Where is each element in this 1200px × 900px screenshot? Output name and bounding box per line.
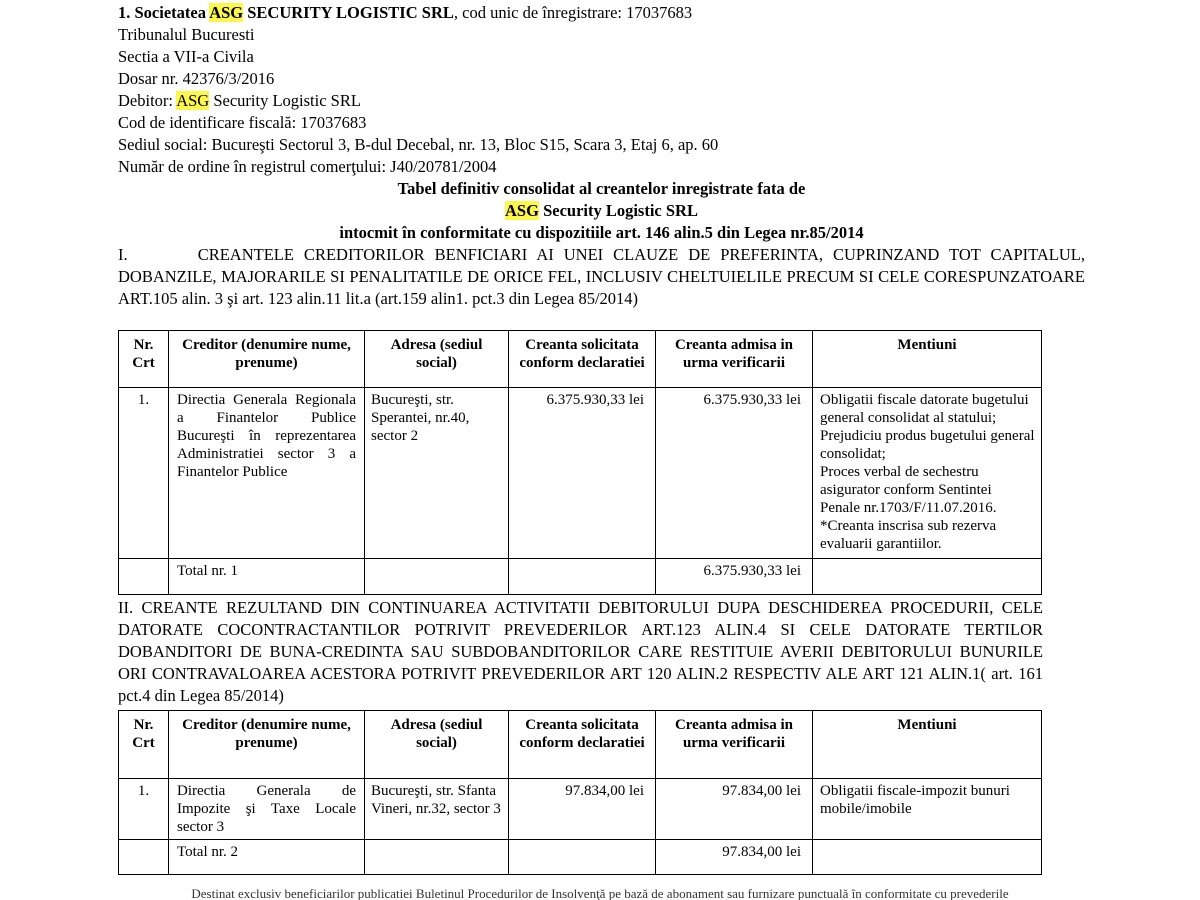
registered-office-line: Sediul social: Bucureşti Sectorul 3, B-dul Decebal, nr. 13, Bloc S15, Scara 3, Etaj 6, ap. 60: [118, 135, 719, 154]
table2-col-header-creditor: Creditor (denumire nume, prenume): [169, 711, 365, 779]
table2-total-empty-solicitata: [509, 840, 656, 875]
company-acronym-highlight: ASG: [209, 3, 244, 22]
claims-table-2: [118, 710, 1042, 875]
table1-col-header-solicitata: Creanta solicitata conform declaratiei: [509, 331, 656, 388]
table1-total-label-cell: Total nr. 1: [169, 559, 365, 595]
table2-row1-address-cell: Bucureşti, str. Sfanta Vineri, nr.32, sector 3: [365, 779, 509, 840]
table1-total-row: [119, 559, 1042, 595]
table2-total-label-cell: Total nr. 2: [169, 840, 365, 875]
table2-total-empty-mentiuni: [813, 840, 1042, 875]
section-civila-line: Sectia a VII-a Civila: [118, 47, 254, 66]
section-2-paragraph: II. CREANTE REZULTAND DIN CONTINUAREA ACTIVITATII DEBITORULUI DUPA DESCHIDEREA PROCEDURII, CELE DATORATE COCONTRACTANTILOR POTRIVIT PREVEDERILOR ART.123 ALIN.4 SI CELE DATORATE TERTILOR DOBANDITORI DE BUNA-CREDINTA SAU SUBDOBANDITORILOR CARE RESTITUIE AVERII DEBITORULUI BUNURILE ORI CONTRAVALOAREA ACESTORA POTRIVIT PREVEDERILOR ART 120 ALIN.2 RESPECTIV ALE ART 121 ALIN.1( art. 161 pct.4 din Legea 85/2014): [118, 598, 1043, 705]
table2-total-empty-adresa: [365, 840, 509, 875]
table1-row1-number-cell: 1.: [119, 388, 169, 559]
table2-row-1: [119, 779, 1042, 840]
table1-row1-creditor-cell: Directia Generala Regionala a Finantelor Publice Bucureşti în reprezentarea Administratiei sector 3 a Finantelor Publice: [169, 388, 365, 559]
table2-row1-admitted-amount-cell: 97.834,00 lei: [656, 779, 813, 840]
table2-row1-creditor-cell: Directia Generala de Impozite şi Taxe Locale sector 3: [169, 779, 365, 840]
table2-col-header-solicitata: Creanta solicitata conform declaratiei: [509, 711, 656, 779]
title-acronym-highlight: ASG: [505, 201, 539, 220]
table2-header-row: [119, 711, 1042, 779]
table2-col-header-adresa: Adresa (sediul social): [365, 711, 509, 779]
mention-item: Prejudiciu produs bugetului general consolidat;: [820, 428, 1035, 462]
table2-row1-number-cell: 1.: [119, 779, 169, 840]
table1-row1-address-cell: Bucureşti, str. Sperantei, nr.40, sector 2: [365, 388, 509, 559]
company-header-line: [118, 2, 1085, 24]
mention-item: Proces verbal de sechestru asigurator conform Sentintei Penale nr.1703/F/11.07.2016.: [820, 464, 997, 516]
table1-row1-admitted-amount-cell: 6.375.930,33 lei: [656, 388, 813, 559]
company-name-bold: SECURITY LOGISTIC SRL: [243, 3, 454, 22]
debtor-acronym-highlight: ASG: [176, 91, 210, 110]
table1-header-row: [119, 331, 1042, 388]
table1-col-header-nr: Nr. Crt: [119, 331, 169, 388]
table1-row1-mentions-cell: [813, 388, 1042, 559]
table1-col-header-admisa: Creanta admisa in urma verificarii: [656, 331, 813, 388]
title-company-name: Security Logistic SRL: [538, 201, 698, 220]
table1-total-empty-mentiuni: [813, 559, 1042, 595]
document-title-line2: [118, 200, 1085, 222]
section-1-paragraph: I. CREANTELE CREDITORILOR BENFICIARI AI UNEI CLAUZE DE PREFERINTA, CUPRINZAND TOT CAPITALUL, DOBANZILE, MAJORARILE SI PENALITATILE DE ORICE FEL, INCLUSIV CHELTUIELILE PRECUM SI CELE CORESPUNZATOARE ART.105 alin. 3 şi art. 123 alin.11 lit.a (art.159 alin1. pct.3 din Legea 85/2014): [118, 245, 1085, 308]
table1-total-empty-nr: [119, 559, 169, 595]
document-title-line1: Tabel definitiv consolidat al creantelor inregistrate fata de: [397, 179, 806, 198]
mention-item: Obligatii fiscale-impozit bunuri mobile/imobile: [820, 783, 1010, 817]
table1-col-header-adresa: Adresa (sediul social): [365, 331, 509, 388]
table1-col-header-creditor: Creditor (denumire nume, prenume): [169, 331, 365, 388]
table1-total-admitted-cell: 6.375.930,33 lei: [656, 559, 813, 595]
table2-row1-mentions-cell: [813, 779, 1042, 840]
company-registration: , cod unic de înregistrare: 17037683: [453, 3, 693, 22]
debtor-line: [118, 90, 1085, 112]
company-prefix: 1. Societatea: [118, 3, 210, 22]
debtor-label: Debitor:: [118, 91, 177, 110]
table2-row1-claimed-amount-cell: 97.834,00 lei: [509, 779, 656, 840]
table2-total-empty-nr: [119, 840, 169, 875]
table2-total-admitted-cell: 97.834,00 lei: [656, 840, 813, 875]
tribunal-line: Tribunalul Bucuresti: [118, 25, 255, 44]
mention-item: *Creanta inscrisa sub rezerva evaluarii garantiilor.: [820, 518, 997, 552]
table1-total-empty-solicitata: [509, 559, 656, 595]
table1-row1-claimed-amount-cell: 6.375.930,33 lei: [509, 388, 656, 559]
bpi-subscription-footer: Destinat exclusiv beneficiarilor publicatiei Buletinul Procedurilor de Insolvenţă pe bază de abonament sau furnizare punctuală în conformitate cu prevederile: [191, 886, 1009, 900]
trade-registry-line: Număr de ordine în registrul comerţului: J40/20781/2004: [118, 157, 497, 176]
debtor-name: Security Logistic SRL: [209, 91, 361, 110]
table1-row-1: [119, 388, 1042, 559]
table2-col-header-nr: Nr. Crt: [119, 711, 169, 779]
table1-col-header-mentiuni: Mentiuni: [813, 331, 1042, 388]
table2-total-row: [119, 840, 1042, 875]
document-body: [118, 2, 1085, 310]
table1-total-empty-adresa: [365, 559, 509, 595]
claims-table-1: [118, 330, 1042, 595]
document-title-line3: intocmit în conformitate cu dispozitiile art. 146 alin.5 din Legea nr.85/2014: [339, 223, 864, 242]
fiscal-code-line: Cod de identificare fiscală: 17037683: [118, 113, 367, 132]
mention-item: Obligatii fiscale datorate bugetului general consolidat al statului;: [820, 392, 1029, 426]
table2-col-header-admisa: Creanta admisa in urma verificarii: [656, 711, 813, 779]
dosar-line: Dosar nr. 42376/3/2016: [118, 69, 275, 88]
table2-col-header-mentiuni: Mentiuni: [813, 711, 1042, 779]
